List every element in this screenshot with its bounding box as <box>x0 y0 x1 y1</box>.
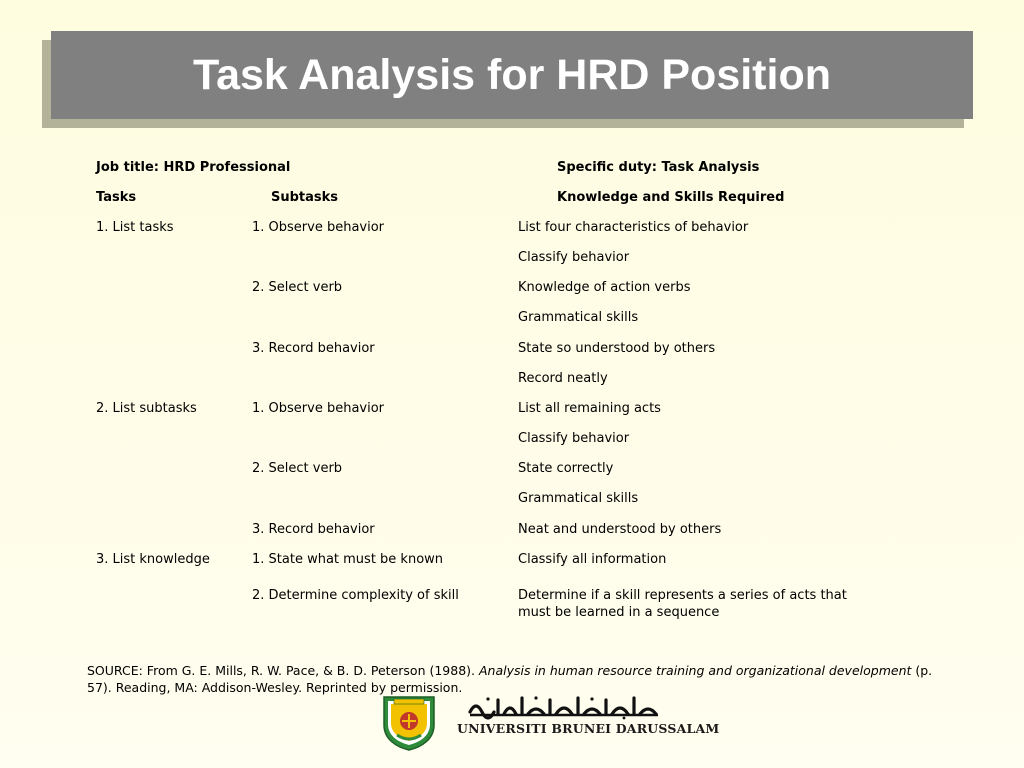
source-prefix: SOURCE: From G. E. Mills, R. W. Pace, & B. D. Peterson (1988). <box>87 663 479 678</box>
table-cell-subtask: 3. Record behavior <box>252 341 375 356</box>
table-cell-knowledge: State so understood by others <box>518 341 716 356</box>
source-suffix: (p. 57). Reading, MA: Addison-Wesley. Reprinted by permission. <box>87 663 933 695</box>
column-header-knowledge: Knowledge and Skills Required <box>557 190 785 205</box>
table-cell-knowledge: Classify behavior <box>518 431 630 446</box>
university-seal-icon <box>380 691 438 751</box>
table-cell-subtask: 3. Record behavior <box>252 522 375 537</box>
table-cell-task: 3. List knowledge <box>96 552 210 567</box>
specific-duty-label: Specific duty: Task Analysis <box>557 160 760 175</box>
table-cell-knowledge: Neat and understood by others <box>518 522 722 537</box>
table-cell-subtask: 1. State what must be known <box>252 552 444 567</box>
source-citation <box>87 662 947 696</box>
table-cell-knowledge: List all remaining acts <box>518 401 661 416</box>
table-cell-knowledge: Grammatical skills <box>518 310 639 325</box>
table-cell-knowledge: Determine if a skill represents a series of acts that must be learned in a sequence <box>518 588 847 620</box>
table-cell-task: 2. List subtasks <box>96 401 197 416</box>
table-cell-knowledge: Grammatical skills <box>518 491 639 506</box>
table-cell-knowledge: Classify all information <box>518 552 667 567</box>
slide-title: Task Analysis for HRD Position <box>193 50 831 99</box>
table-cell-knowledge: Knowledge of action verbs <box>518 280 691 295</box>
table-cell-subtask: 2. Determine complexity of skill <box>252 588 459 603</box>
table-cell-subtask: 2. Select verb <box>252 280 343 295</box>
table-cell-subtask: 1. Observe behavior <box>252 220 385 235</box>
university-arabic-logotype-icon <box>466 694 662 720</box>
column-header-subtasks: Subtasks <box>271 190 339 205</box>
column-header-tasks: Tasks <box>96 190 137 205</box>
university-name: UNIVERSITI BRUNEI DARUSSALAM <box>457 721 720 736</box>
table-cell-knowledge: Classify behavior <box>518 250 630 265</box>
source-book-title: Analysis in human resource training and organizational development <box>478 663 912 678</box>
table-cell-knowledge: Record neatly <box>518 371 608 386</box>
table-cell-task: 1. List tasks <box>96 220 174 235</box>
table-cell-subtask: 2. Select verb <box>252 461 343 476</box>
title-banner <box>51 31 973 119</box>
table-cell-knowledge: List four characteristics of behavior <box>518 220 749 235</box>
table-cell-knowledge: State correctly <box>518 461 614 476</box>
job-title-label: Job title: HRD Professional <box>96 160 291 175</box>
table-cell-subtask: 1. Observe behavior <box>252 401 385 416</box>
